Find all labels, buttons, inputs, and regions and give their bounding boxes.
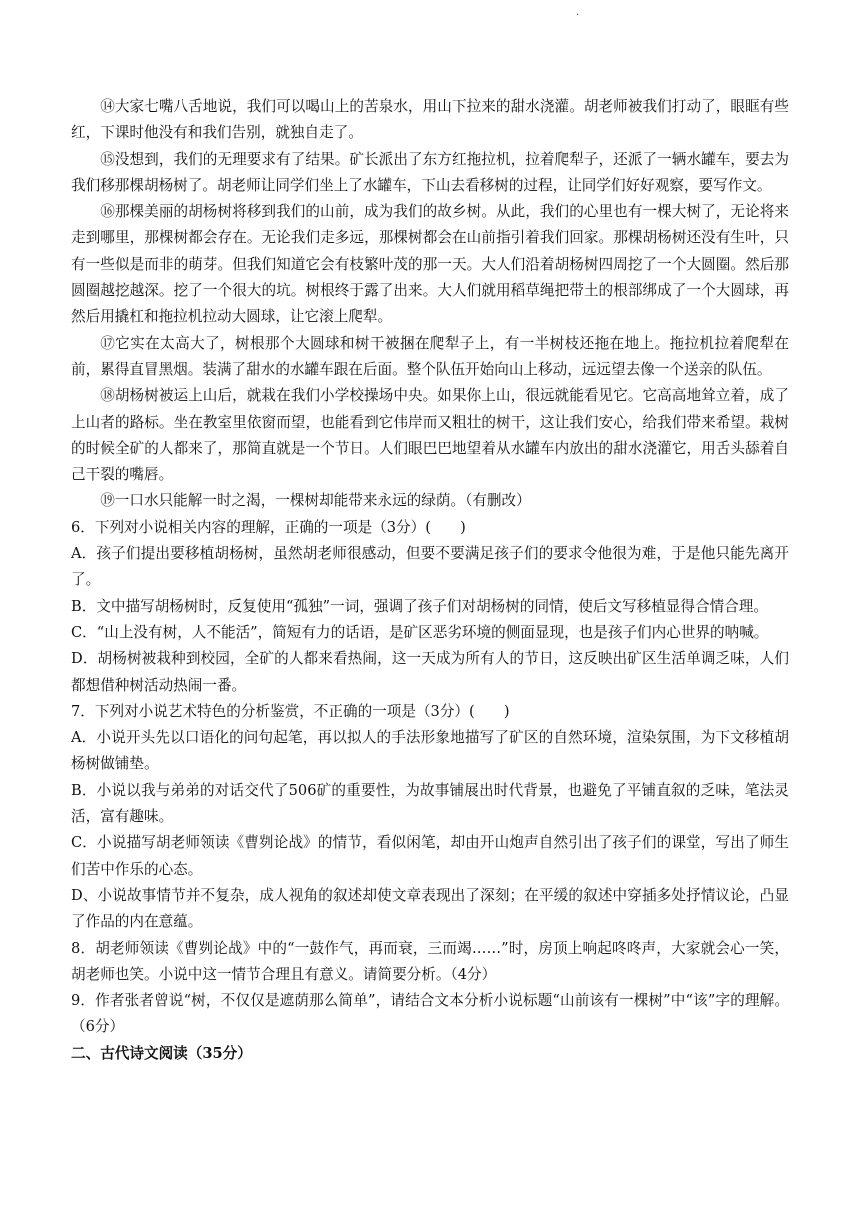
page-content (71, 94, 789, 1067)
story-paragraph-16: ⑯那棵美丽的胡杨树将移到我们的山前，成为我们的故乡树。从此，我们的心里也有一棵大树了，无论将来走到哪里，那棵树都会存在。无论我们走多远，那棵树都会在山前指引着我们回家。那棵胡杨树还没有生叶，只有一些似是而非的萌芽。但我们知道它会有枝繁叶茂的那一天。大人们沿着胡杨树四周挖了一个大圆圈。然后那圆圈越挖越深。挖了一个很大的坑。树根终于露了出来。大人们就用稻草绳把带土的根部绑成了一个大圆球，再然后用撬杠和拖拉机拉动大圆球，让它滚上爬犁。 (71, 203, 789, 326)
question-6-option-b: B．文中描写胡杨树时，反复使用“孤独”一词，强调了孩子们对胡杨树的同情，使后文写移植显得合情合理。 (71, 597, 768, 615)
story-paragraph-14: ⑭大家七嘴八舌地说，我们可以喝山上的苦泉水，用山下拉来的甜水浇灌。胡老师被我们打动了，眼眶有些红，下课时他没有和我们告别，就独自走了。 (71, 98, 789, 142)
question-7-stem: 7．下列对小说艺术特色的分析鉴赏，不正确的一项是（3分）( ) (71, 702, 510, 720)
question-6-option-d: D．胡杨树被栽种到校园，全矿的人都来看热闹，这一天成为所有人的节日，这反映出矿区生活单调乏味，人们都想借种树活动热闹一番。 (71, 650, 789, 694)
question-6-option-c: C．“山上没有树，人不能活”，简短有力的话语，是矿区恶劣环境的侧面显现，也是孩子们内心世界的呐喊。 (71, 623, 769, 641)
question-9: 9．作者张者曾说“树，不仅仅是遮荫那么简单”，请结合文本分析小说标题“山前该有一棵树”中“该”字的理解。（6分） (71, 992, 789, 1036)
question-7-option-b: B．小说以我与弟弟的对话交代了506矿的重要性，为故事铺展出时代背景，也避免了平铺直叙的乏味，笔法灵活，富有趣味。 (71, 781, 789, 826)
question-7-option-c: C．小说描写胡老师领读《曹刿论战》的情节，看似闲笔，却由开山炮声自然引出了孩子们的课堂，写出了师生们苦中作乐的心态。 (71, 834, 789, 878)
question-6-option-a: A．孩子们提出要移植胡杨树，虽然胡老师很感动，但要不要满足孩子们的要求令他很为难，于是他只能先离开了。 (71, 545, 789, 589)
question-8: 8．胡老师领读《曹刿论战》中的“一鼓作气，再而衰，三而竭……”时，房顶上响起咚咚声，大家就会心一笑，胡老师也笑。小说中这一情节合理且有意义。请简要分析。（4分） (71, 939, 789, 983)
question-7-option-a: A．小说开头先以口语化的问句起笔，再以拟人的手法形象地描写了矿区的自然环境，渲染氛围，为下文移植胡杨树做铺垫。 (71, 729, 789, 773)
section-heading: 二、古代诗文阅读（35分） (71, 1044, 252, 1062)
story-paragraph-15: ⑮没想到，我们的无理要求有了结果。矿长派出了东方红拖拉机，拉着爬犁子，还派了一辆水罐车，要去为我们移那棵胡杨树了。胡老师让同学们坐上了水罐车，下山去看移树的过程，让同学们好好观察，要写作文。 (71, 150, 789, 194)
story-paragraph-18: ⑱胡杨树被运上山后，就栽在我们小学校操场中央。如果你上山，很远就能看见它。它高高地耸立着，成了上山者的路标。坐在教室里依窗而望，也能看到它伟岸而又粗壮的树干，这让我们安心，给我们带来希望。栽树的时候全矿的人都来了，那简直就是一个节日。人们眼巴巴地望着从水罐车内放出的甜水浇灌它，用舌头舔着自己干裂的嘴唇。 (71, 387, 789, 484)
question-6-stem: 6．下列对小说相关内容的理解，正确的一项是（3分）( ) (71, 518, 466, 536)
question-7-option-d: D、小说故事情节并不复杂，成人视角的叙述却使文章表现出了深刻；在平缓的叙述中穿插多处抒情议论，凸显了作品的内在意蕴。 (71, 886, 789, 931)
story-paragraph-17: ⑰它实在太高大了，树根那个大圆球和树干被捆在爬犁子上，有一半树枝还拖在地上。拖拉机拉着爬犁在前，累得直冒黑烟。装满了甜水的水罐车跟在后面。整个队伍开始向山上移动，远远望去像一个送亲的队伍。 (71, 334, 789, 378)
header-mark: · (576, 10, 580, 21)
story-paragraph-19: ⑲一口水只能解一时之渴，一棵树却能带来永远的绿荫。（有删改） (100, 492, 531, 510)
